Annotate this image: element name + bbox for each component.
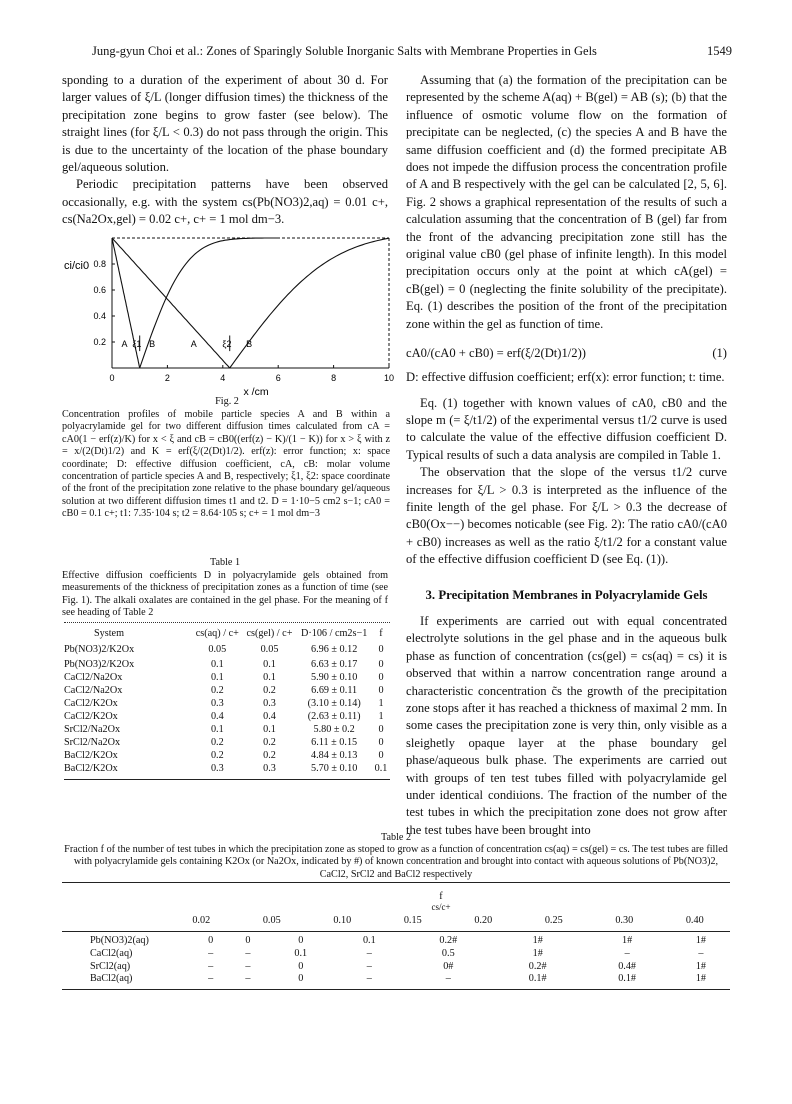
curve-label: A (121, 339, 128, 350)
table-cell: 4.84 ± 0.13 (310, 750, 358, 761)
table-2-title: Table 2 (380, 832, 412, 843)
table-cell: 0 (378, 672, 384, 683)
table-row (64, 658, 390, 671)
paragraph: Eq. (1) together with known values of cA0, cB0 and the slope m (= ξ/t1/2) of the experimental versus t1/2 curve is used to calculate the value of the effective diffusion coefficient D. Typical results of such a data analysis are compiled in Table 1. (406, 395, 727, 462)
figure-caption: Concentration profiles of mobile particle species A and B within a polyacrylamide gel for two different diffusion times calculated from cA = cA0(1 − erf(z)/K) for x < ξ and cB = cB0((erf(z) − K)/(1 − K)) for x > ξ with z = x/(2(Dt)1/2) and K = erf(ξ/(2(Dt)1/2). erf(z): error function; x: space coordinate; D: effective diffusion coefficient, cA, cB: molar volume concentration of particle species A and B, respectively; ξ1, ξ2: space coordinate of the front of the precipitation zone relative to the phase boundary gel/aqueous solution at two different diffusion times t1 and t2. D = 1·10−5 cm2 s−1; cA0 = cB0 = 0.1 c+; t1: 7.35·104 s; t2 = 8.64·105 s; c+ = 1 mol dm−3 (62, 409, 390, 520)
y-tick-label: 0.2 (93, 337, 106, 347)
table-cell: Pb(NO3)2(aq) (90, 935, 149, 947)
table-header: 0.10 (333, 914, 352, 926)
curve-label: A (190, 339, 197, 350)
figure-title: Fig. 2 (215, 396, 239, 407)
table-cell: 0.1 (210, 672, 224, 683)
table-cell: 0.1 (263, 724, 276, 735)
table-2 (62, 882, 730, 990)
table-cell: 1# (532, 935, 543, 947)
paragraph: D: effective diffusion coefficient; erf(x): error function; t: time. (406, 370, 725, 385)
table-header: 0.25 (544, 914, 563, 926)
table-cell: Pb(NO3)2/K2Ox (64, 643, 135, 655)
table-cell: 0.2 (263, 685, 276, 696)
table-cell: 0.3 (210, 763, 224, 774)
table-row (64, 723, 390, 736)
table-cell: 1 (378, 711, 384, 722)
table-cell: 0.3 (263, 698, 276, 709)
table-row (62, 947, 730, 960)
table-cell: 0.2 (210, 737, 224, 748)
table-cell: 0.2 (210, 750, 224, 761)
equation: cA0/(cA0 + cB0) = erf(ξ/2(Dt)1/2)) (406, 346, 586, 361)
table-cell: – (366, 947, 372, 959)
table-cell: 0 (378, 750, 384, 761)
equation-number: (1) (712, 346, 727, 361)
table-cell: 0.1 (294, 947, 308, 959)
table-cell: 0 (298, 935, 304, 947)
table-row (64, 749, 390, 762)
table-row (62, 935, 730, 948)
table-cell: – (208, 960, 214, 972)
table-cell: BaCl2(aq) (90, 973, 133, 985)
table-cell: – (698, 947, 704, 959)
table-2-caption: Fraction f of the number of test tubes in which the precipitation zone as stoped to grow as a function of concentration cs(aq) = cs(gel) = cs. The test tubes are filled with polyacrylamide gels containing K2Ox (or Na2Ox, indicated by #) of known concentration and brought into contact with aqueous solutions of Pb(NO3)2, CaCl2, SrCl2 and BaCl2 respectively (64, 844, 728, 880)
curve-label: B (149, 339, 156, 350)
curve-label: B (246, 339, 253, 350)
table-cell: 0.1 (263, 659, 276, 670)
table-header: 0.30 (615, 914, 634, 926)
table-cell: 6.63 ± 0.17 (310, 659, 358, 670)
table-cell: 0 (208, 935, 214, 947)
table-header: 0.40 (685, 914, 704, 926)
table-cell: 0.4 (263, 711, 276, 722)
table-cell: (2.63 ± 0.11) (307, 711, 361, 722)
table-cell: BaCl2/K2Ox (64, 763, 118, 774)
table-cell: CaCl2/K2Ox (64, 711, 118, 722)
curve-label: ξ1 (132, 339, 142, 350)
table-row (62, 972, 730, 985)
table-1 (64, 622, 390, 780)
table-cell: 5.70 ± 0.10 (310, 763, 358, 774)
table-cell: Pb(NO3)2/K2Ox (64, 659, 135, 670)
table-cell: 0 (378, 643, 384, 655)
table-row (62, 960, 730, 973)
table-cell: 0.05 (260, 643, 279, 655)
paragraph: If experiments are carried out with equal concentrated electrolyte solutions in the gel phase and in the aqueous bulk phase as function of concentration (cs(gel) = cs(aq) = cs) it is observed that within a narrow concentration range around a characteristic concentration c̃s the growth of the precipitation zone stops after it has reached a thickness of maximal 2 mm. In some cases the precipitation zone is very thin, only visible as a sleighetly opaque layer at the phase boundary gel phase/aqueous bulk phase. The experiments are carried out with groups of ten test tubes filled with polyacrylamide gel under identical condiιions. The fraction of the number of the test tubes in which the precipitation zone does not grow after the test tubes have been brought into (406, 613, 727, 837)
x-tick-label: 8 (331, 373, 337, 383)
table-cell: 6.69 ± 0.11 (311, 685, 358, 696)
paragraph: Periodic precipitation patterns have been observed occasionally, e.g. with the system cs(Pb(NO3)2,aq) = 0.01 c+, cs(Na2Ox,gel) = 0.02 c+, c+ = 1 mol dm−3. (62, 177, 388, 227)
left-column (62, 72, 388, 229)
table-cell: 0.2# (528, 960, 547, 972)
table-cell: – (445, 973, 451, 985)
table-cell: 1# (695, 973, 706, 985)
y-axis-label: ci/ci0 (64, 260, 90, 273)
table-cell: SrCl2(aq) (90, 960, 131, 972)
table-cell: – (366, 973, 372, 985)
table-header: 0.15 (403, 914, 422, 926)
table-row (64, 640, 390, 658)
table-header: D·106 / cm2s−1 (301, 628, 368, 639)
table-cell: 0.2 (263, 750, 276, 761)
table-cell: – (624, 947, 630, 959)
table-cell: 0.05 (208, 643, 227, 655)
table-cell: 0.3 (210, 698, 224, 709)
paragraph: sponding to a duration of the experiment of about 30 d. For larger values of ξ/L (longer diffusion times) the thickness of the precipitation zone begins to grow faster (see below). The straight lines (for ξ/L < 0.3) do not pass through the origin. This is due to the uncertainty of the location of the phase boundary gel/aqueous solution. (62, 73, 388, 175)
table-header: cs(aq) / c+ (195, 628, 239, 639)
table-cell: 0# (443, 960, 454, 972)
table-cell: CaCl2/Na2Ox (64, 685, 123, 696)
table-cell: 0.3 (263, 763, 276, 774)
table-1-title: Table 1 (209, 557, 241, 568)
table-cell: CaCl2/K2Ox (64, 698, 118, 709)
table-cell: 0.5 (441, 947, 455, 959)
y-tick-label: 0.6 (93, 285, 106, 295)
table-cell: 0 (298, 960, 304, 972)
y-tick-label: 0.8 (93, 259, 106, 269)
table-header: f (379, 628, 383, 639)
table-cell: 1# (622, 935, 633, 947)
table-cell: BaCl2/K2Ox (64, 750, 118, 761)
table-cell: 0.1 (374, 763, 388, 774)
table-cell: 6.96 ± 0.12 (310, 643, 358, 655)
table-cell: 0.4 (210, 711, 224, 722)
table-cell: SrCl2/Na2Ox (64, 724, 121, 735)
table-cell: (3.10 ± 0.14) (307, 698, 361, 709)
table-cell: 0.2 (210, 685, 224, 696)
page-number: 1549 (707, 44, 732, 58)
table-cell: 5.90 ± 0.10 (310, 672, 358, 683)
table-cell: 5.80 ± 0.2 (313, 724, 355, 735)
paragraph: Assuming that (a) the formation of the precipitation can be represented by the scheme A(aq) + B(gel) = AB (s); (b) that the influence of osmotic volume flow on the formation of precipitate can be neglected, (c) the species A and B have the same diffusion coefficient and (d) the formed precipitate AB does not impede the diffusion process the concentration profile of A and B respectively with the gel can be calculated [2, 5, 6]. Fig. 2 shows a graphical representation of the results of such a calculation assuming that the concentration of B (gel) far from the front of the advancing precipitation zone still has the original value cB0 (gel phase of infinite length). In this model precipitation occurs only at the point at which cA(gel) = cB(gel) = 0 (neglecting the finite solubility of the precipitate). Eq. (1) describes the position of the front of the precipitation zone within the gel as function of time. (406, 73, 727, 331)
table-cell: 0.1 (210, 724, 224, 735)
table-header: System (94, 628, 125, 639)
table-cell: 0 (378, 685, 384, 696)
table-cell: 1# (532, 947, 543, 959)
table-row (64, 671, 390, 684)
table-cell: – (245, 973, 251, 985)
table-cell: 0.2 (263, 737, 276, 748)
figure-2 (62, 228, 395, 398)
x-tick-label: 6 (275, 373, 281, 383)
table-header: 0.02 (192, 914, 211, 926)
table-row (64, 697, 390, 710)
table-cell: – (208, 947, 214, 959)
table-row (64, 684, 390, 697)
table-cell: 0 (298, 973, 304, 985)
table-cell: SrCl2/Na2Ox (64, 737, 121, 748)
x-tick-label: 4 (220, 373, 226, 383)
table-header: cs(gel) / c+ (246, 628, 293, 639)
f-label: f (439, 891, 443, 902)
table-row (64, 710, 390, 723)
paragraph: The observation that the slope of the versus t1/2 curve increases for ξ/L > 0.3 is interpreted as the influence of the finite length of the gel phase. For ξ/L > 0.3 the decrease of cB0(Ox−−) becomes noticable (see Fig. 2): The ratio cA0/(cA0 + cB0) increases as well as the ratio ξ/t1/2 for a constant value of the effective diffusion coefficient D (see Eq. (1)). (406, 465, 727, 567)
table-cell: – (208, 973, 214, 985)
concentration-label: cs/c+ (431, 902, 451, 912)
table-row (64, 762, 390, 775)
table-cell: – (245, 960, 251, 972)
section-heading: 3. Precipitation Membranes in Polyacrylamide Gels (425, 587, 708, 602)
x-axis-label: x /cm (243, 386, 269, 398)
table-cell: – (245, 947, 251, 959)
header-title: Jung-gyun Choi et al.: Zones of Sparingly Soluble Inorganic Salts with Membrane Properties in Gels (92, 44, 597, 58)
curve-b-t2 (230, 238, 389, 368)
curve-a-t2 (112, 238, 230, 368)
table-header: 0.20 (474, 914, 493, 926)
y-tick-label: 0.4 (93, 311, 106, 321)
table-cell: 0.1 (362, 935, 376, 947)
table-cell: CaCl2/Na2Ox (64, 672, 123, 683)
table-cell: 0 (378, 724, 384, 735)
table-cell: – (366, 960, 372, 972)
table-cell: 1# (695, 960, 706, 972)
table-row (64, 736, 390, 749)
table-cell: 0 (245, 935, 251, 947)
table-cell: 1 (378, 698, 384, 709)
table-cell: 1# (695, 935, 706, 947)
table-cell: 0.1# (528, 973, 547, 985)
table-cell: 0.4# (618, 960, 637, 972)
curve-label: ξ2 (222, 339, 232, 350)
curve-b-t1 (140, 238, 279, 368)
table-cell: 0.1 (263, 672, 276, 683)
right-column (406, 72, 727, 839)
equation-1 (406, 341, 727, 367)
table-cell: 0.1# (618, 973, 637, 985)
table-cell: CaCl2(aq) (90, 947, 133, 959)
table-cell: 0 (378, 659, 384, 670)
table-cell: 0.2# (439, 935, 458, 947)
x-tick-label: 2 (164, 373, 170, 383)
table-cell: 6.11 ± 0.15 (311, 737, 358, 748)
table-cell: 0.1 (210, 659, 224, 670)
table-1-caption: Effective diffusion coefficients D in polyacrylamide gels obtained from measurements of the thickness of precipitation zones as a function of time (see Fig. 1). The alkali oxalates are contained in the gel phase. For the meaning of f see heading of Table 2 (62, 570, 388, 619)
table-cell: 0 (378, 737, 384, 748)
table-header: 0.05 (262, 914, 281, 926)
x-tick-label: 10 (383, 373, 395, 383)
x-tick-label: 0 (109, 373, 115, 383)
